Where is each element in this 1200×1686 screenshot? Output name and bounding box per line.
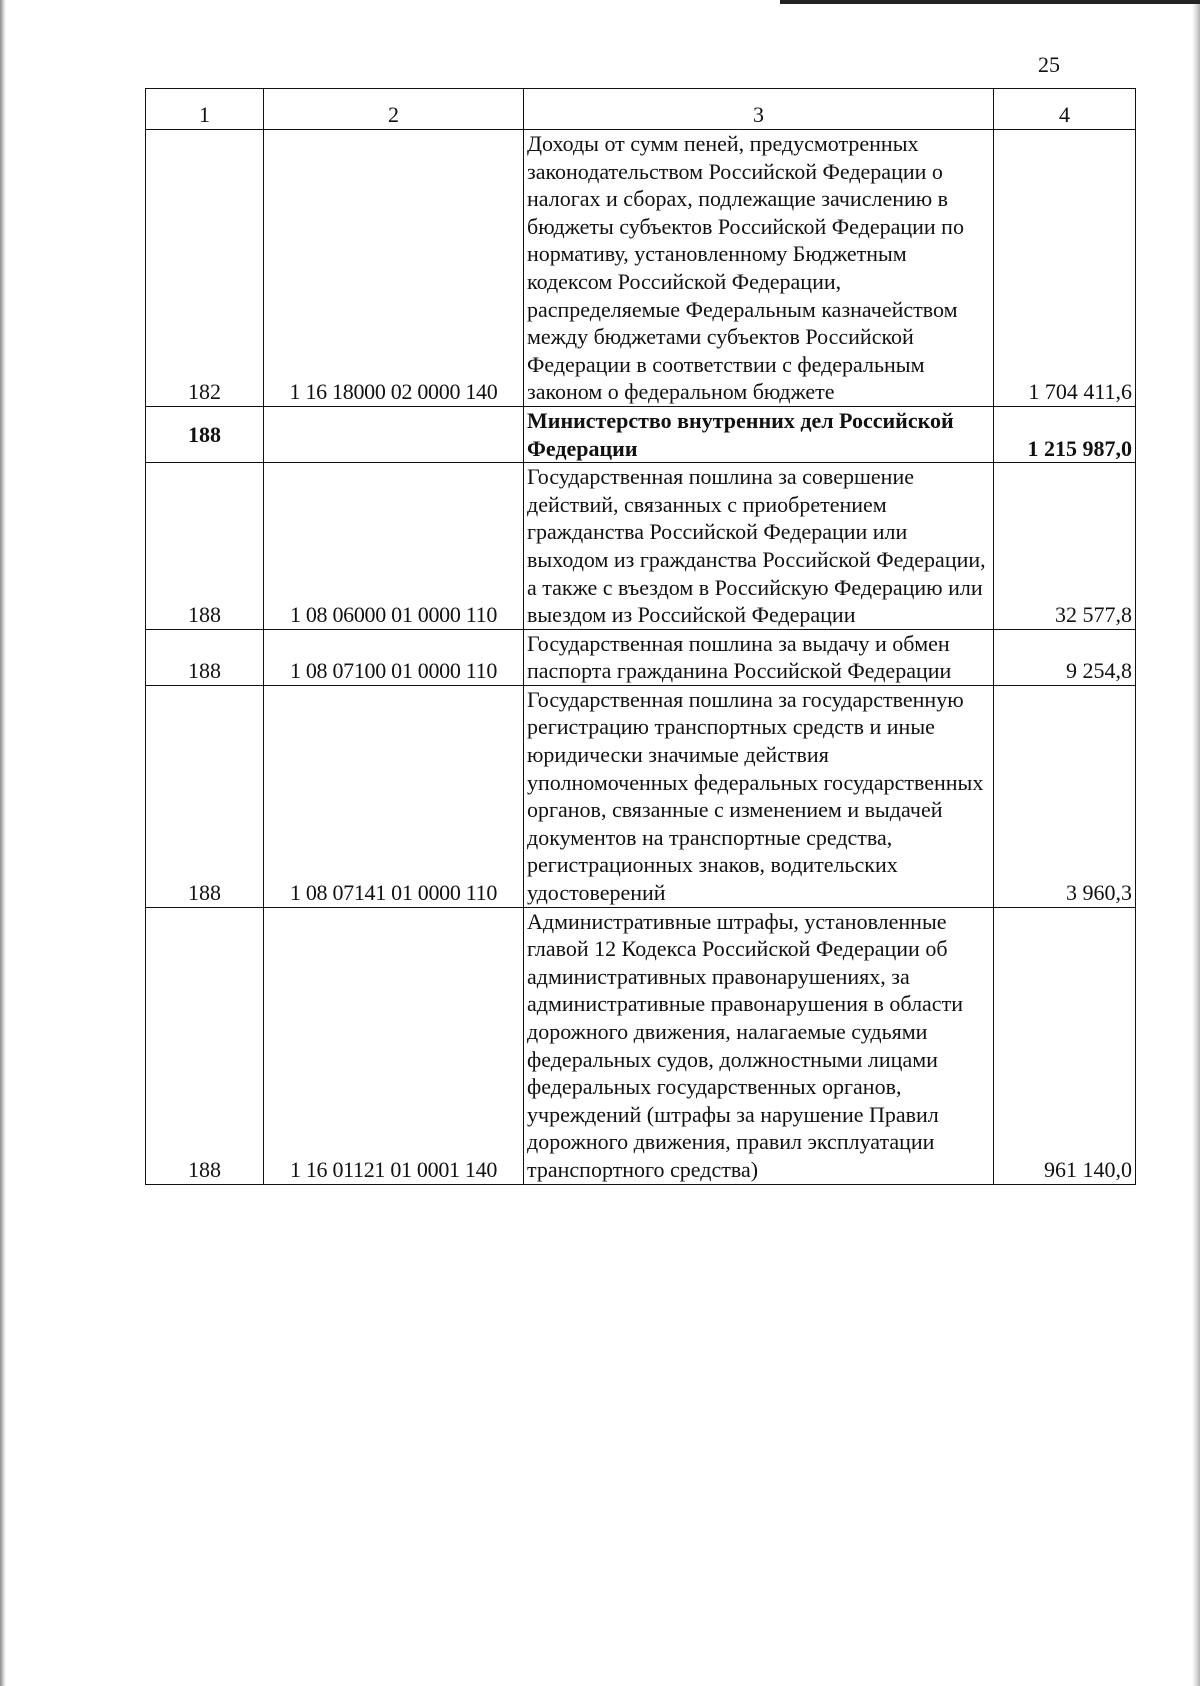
table-row [146,463,1136,630]
scan-left-edge [0,0,6,1686]
ministry-name-cell: Министерство внутренних дел Российской Федерации [524,406,994,462]
column-header-3: 3 [524,89,994,130]
scan-right-edge [1192,0,1200,1686]
table-row [146,907,1136,1184]
amount-cell: 1 704 411,6 [994,130,1136,407]
description-cell: Государственная пошлина за выдачу и обмен паспорта гражданина Российской Федерации [524,629,994,685]
table-row [146,685,1136,907]
amount-cell: 961 140,0 [994,907,1136,1184]
column-header-1: 1 [146,89,264,130]
column-header-2: 2 [264,89,524,130]
revenue-table [145,88,1136,1185]
ministry-total-cell: 1 215 987,0 [994,406,1136,462]
admin-code-cell: 188 [146,685,264,907]
table-row-ministry [146,406,1136,462]
admin-code-cell: 188 [146,629,264,685]
admin-code-cell: 182 [146,130,264,407]
column-header-4: 4 [994,89,1136,130]
table-row [146,130,1136,407]
page-number: 25 [1038,52,1060,77]
description-cell: Административные штрафы, установленные главой 12 Кодекса Российской Федерации об административных правонарушениях, за административные правонарушения в области дорожного движения, налагаемые судьями федеральных судов, должностными лицами федеральных государственных органов, учреждений (штрафы за нарушение Правил дорожного движения, правил эксплуатации транспортного средства) [524,907,994,1184]
table-row [146,629,1136,685]
amount-cell: 32 577,8 [994,463,1136,630]
admin-code-cell: 188 [146,406,264,462]
table-header-row [146,89,1136,130]
revenue-code-cell: 1 08 07100 01 0000 110 [264,629,524,685]
description-cell: Государственная пошлина за совершение действий, связанных с приобретением гражданства Российской Федерации или выходом из гражданства Российской Федерации, а также с въездом в Российскую Федерацию или выездом из Российской Федерации [524,463,994,630]
revenue-code-cell: 1 16 01121 01 0001 140 [264,907,524,1184]
revenue-code-cell: 1 08 07141 01 0000 110 [264,685,524,907]
admin-code-cell: 188 [146,907,264,1184]
revenue-code-cell: 1 08 06000 01 0000 110 [264,463,524,630]
admin-code-cell: 188 [146,463,264,630]
top-rule [780,0,1200,4]
revenue-code-cell [264,406,524,462]
revenue-code-cell: 1 16 18000 02 0000 140 [264,130,524,407]
description-cell: Доходы от сумм пеней, предусмотренных законодательством Российской Федерации о налогах и сборах, подлежащие зачислению в бюджеты субъектов Российской Федерации по нормативу, установленному Бюджетным кодексом Российской Федерации, распределяемые Федеральным казначейством между бюджетами субъектов Российской Федерации в соответствии с федеральным законом о федеральном бюджете [524,130,994,407]
amount-cell: 9 254,8 [994,629,1136,685]
amount-cell: 3 960,3 [994,685,1136,907]
description-cell: Государственная пошлина за государственную регистрацию транспортных средств и иные юридически значимые действия уполномоченных федеральных государственных органов, связанные с изменением и выдачей документов на транспортные средства, регистрационных знаков, водительских удостоверений [524,685,994,907]
